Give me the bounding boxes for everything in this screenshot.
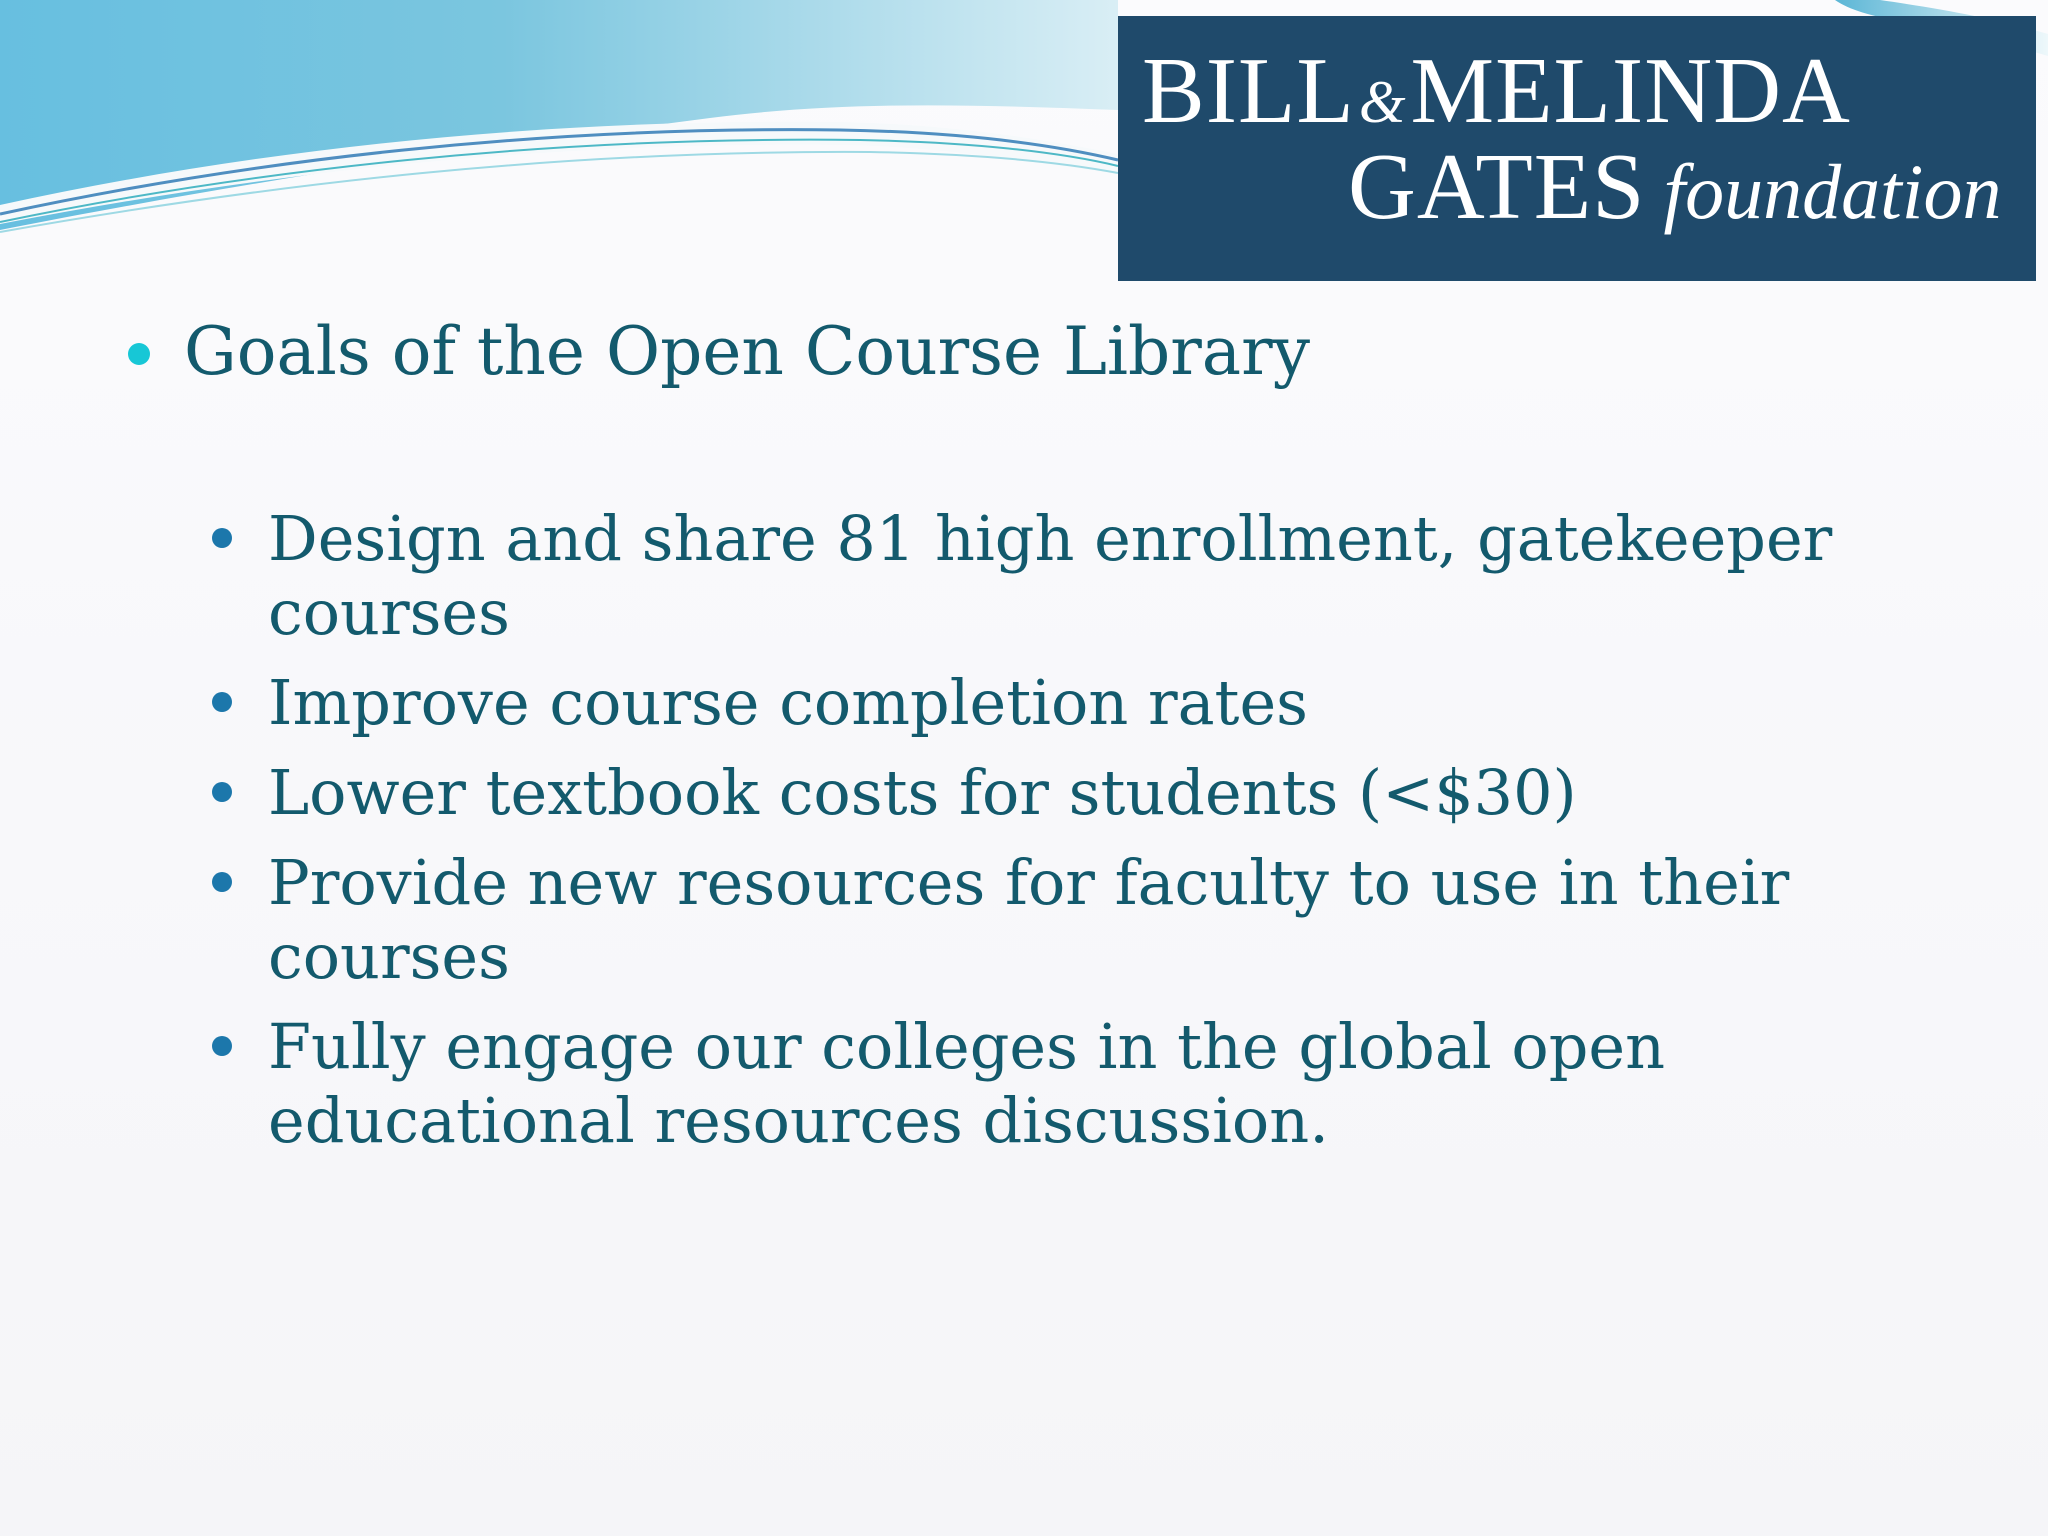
main-bullet-item	[128, 315, 1978, 405]
bullet-dot-icon	[212, 692, 232, 712]
bullet-dot-icon	[212, 872, 232, 892]
logo-ampersand: &	[1358, 69, 1407, 135]
logo-melinda: MELINDA	[1410, 39, 1851, 143]
logo-gates: GATES	[1348, 135, 1646, 239]
bullet-dot-icon	[212, 1036, 232, 1056]
goal-item	[212, 846, 1992, 994]
bullet-dot-icon	[212, 528, 232, 548]
goal-text: Lower textbook costs for students (<$30)	[268, 756, 1577, 829]
goal-item	[212, 502, 1992, 650]
goal-item	[212, 666, 1992, 740]
slide-heading: Goals of the Open Course Library	[184, 313, 1310, 390]
goal-text: Improve course completion rates	[268, 666, 1308, 739]
logo-foundation: foundation	[1663, 148, 2002, 235]
goal-text: Design and share 81 high enrollment, gatekeeper courses	[268, 502, 1833, 649]
bullet-dot-icon	[212, 782, 232, 802]
logo-bill: BILL	[1142, 39, 1355, 143]
goal-item	[212, 756, 1992, 830]
goal-item	[212, 1010, 1992, 1158]
goal-text: Fully engage our colleges in the global open educational resources discussion.	[268, 1010, 1665, 1157]
goal-text: Provide new resources for faculty to use in their courses	[268, 846, 1790, 993]
goals-list	[212, 502, 1992, 1174]
bullet-dot-icon	[128, 343, 150, 365]
